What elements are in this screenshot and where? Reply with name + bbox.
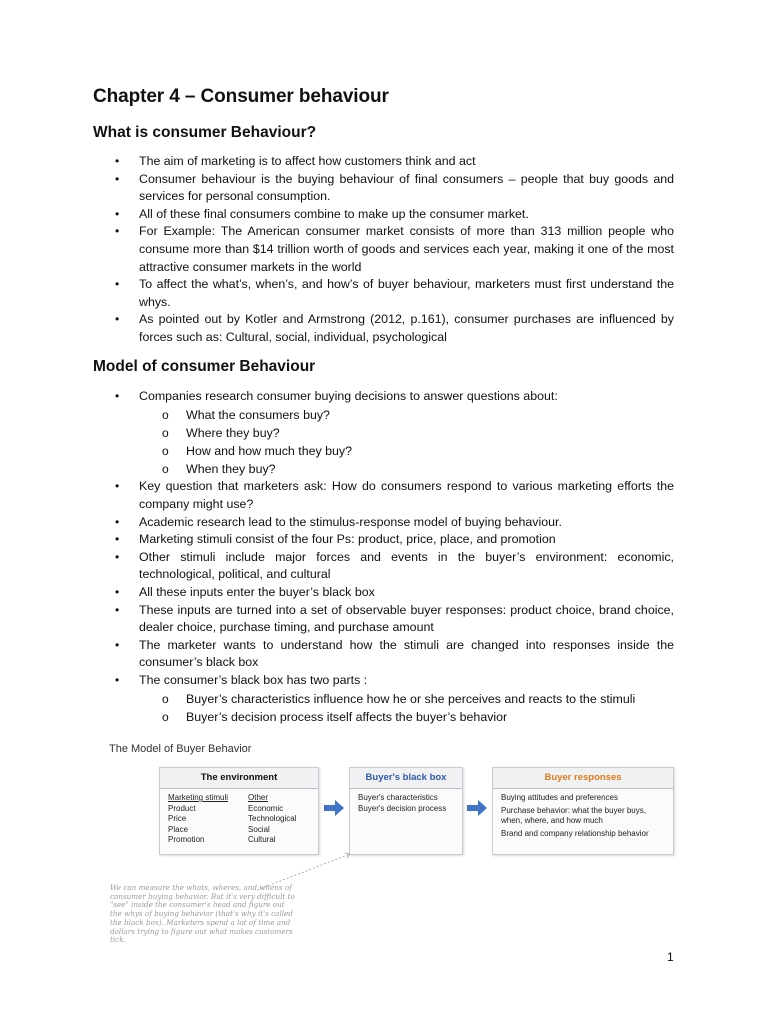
circle-bullet-icon: o — [162, 425, 169, 440]
sub-list-item: o Buyer’s characteristics influence how he or she perceives and reacts to the stimuli — [0, 690, 768, 708]
circle-bullet-icon: o — [162, 691, 169, 706]
other-stimulus: Cultural — [248, 835, 276, 844]
list-item: • To affect the what’s, when’s, and how’s of buyer behaviour, marketers must first understand the whys. — [115, 277, 674, 309]
circle-bullet-icon: o — [162, 444, 169, 458]
circle-bullet-icon: o — [162, 462, 169, 477]
bullet-icon: • — [115, 602, 120, 617]
sub-list-item: o When they buy? — [0, 460, 768, 478]
other-stimulus: Social — [248, 824, 270, 834]
chapter-title: Chapter 4 – Consumer behaviour — [93, 86, 389, 107]
list-item: • Other stimuli include major forces and events in the buyer’s environment: economic, technological, political, and cultural — [115, 549, 674, 582]
page-number: 1 — [667, 950, 674, 964]
marketing-stimuli-heading: Marketing stimuli — [168, 793, 229, 802]
buyer-response-item: Brand and company relationship behavior — [501, 828, 649, 838]
section-heading-model: Model of consumer Behaviour — [93, 358, 316, 375]
figure-title: The Model of Buyer Behavior — [109, 743, 252, 755]
black-box-item: Buyer's decision process — [358, 803, 447, 813]
bullet-icon: • — [115, 532, 120, 547]
bullet-icon: • — [115, 277, 120, 292]
bullet-icon: • — [115, 672, 120, 687]
black-box-item: Buyer's characteristics — [358, 793, 438, 802]
black-box-heading: Buyer's black box — [350, 768, 462, 789]
bullet-icon: • — [115, 584, 120, 599]
section-heading-what-is: What is consumer Behaviour? — [93, 124, 317, 141]
buyer-response-item: Purchase behavior: what the buyer buys, when, where, and how much — [501, 805, 646, 825]
section1-bullet-list — [0, 153, 768, 347]
environment-body — [160, 789, 318, 850]
marketing-stimulus: Place — [168, 824, 189, 834]
figure-caption: We can measure the whats, wheres, and whens of consumer buying behavior. But it's very difficult to "see" inside the consumer's head and figure out the whys of buying behavior (that's why it's called the black box). Marketers spend a lot of time and dollars trying to figure out what makes customers tick. — [110, 883, 295, 945]
list-item: • Marketing stimuli consist of the four Ps: product, price, place, and promotion — [0, 531, 674, 549]
bullet-icon: • — [115, 206, 120, 221]
other-stimuli-column — [248, 793, 310, 846]
section2-bullet-list — [0, 388, 768, 726]
marketing-stimulus: Promotion — [168, 835, 205, 844]
list-item: • The consumer’s black box has two parts : — [0, 672, 674, 690]
bullet-icon: • — [115, 637, 120, 652]
other-stimulus: Technological — [248, 814, 297, 823]
list-item: • The marketer wants to understand how the stimuli are changed into responses inside the consumer’s black box — [115, 637, 674, 670]
bullet-icon: • — [115, 479, 120, 494]
bullet-icon: • — [115, 154, 120, 168]
bullet-icon: • — [115, 549, 120, 564]
buyer-response-item: Buying attitudes and preferences — [501, 793, 618, 802]
other-stimuli-heading: Other — [248, 793, 269, 802]
list-item: • All these inputs enter the buyer’s black box — [0, 584, 674, 602]
arrow-right-icon — [467, 800, 487, 816]
sub-list-item: o What the consumers buy? — [0, 406, 768, 424]
buyer-responses-body — [493, 789, 673, 843]
black-box-body — [350, 789, 462, 818]
circle-bullet-icon: o — [162, 709, 169, 724]
list-item: • Companies research consumer buying decisions to answer questions about: — [0, 388, 674, 406]
circle-bullet-icon: o — [162, 407, 169, 422]
bullet-icon: • — [115, 312, 120, 327]
list-item: • Consumer behaviour is the buying behaviour of final consumers – people that buy goods and services for personal consumption. — [115, 171, 674, 204]
bullet-icon: • — [115, 514, 120, 529]
buyer-responses-panel — [492, 767, 674, 855]
bullet-icon: • — [115, 171, 120, 186]
marketing-stimulus: Product — [168, 803, 196, 813]
black-box-panel — [349, 767, 463, 855]
list-item: • Key question that marketers ask: How do consumers respond to various marketing efforts the company might use? — [115, 479, 674, 511]
arrow-right-icon — [324, 800, 344, 816]
list-item: • As pointed out by Kotler and Armstrong (2012, p.161), consumer purchases are influenced by forces such as: Cultural, social, individual, psychological — [115, 312, 674, 344]
list-item: • Academic research lead to the stimulus-response model of buying behaviour. — [0, 514, 674, 532]
sub-list-item: o How and how much they buy? — [0, 442, 768, 460]
other-stimulus: Economic — [248, 803, 284, 813]
sub-list-item: o Where they buy? — [0, 424, 768, 442]
environment-panel — [159, 767, 319, 855]
list-item: • All of these final consumers combine to make up the consumer market. — [0, 206, 674, 224]
bullet-icon: • — [115, 389, 120, 403]
list-item: • The aim of marketing is to affect how customers think and act — [0, 153, 674, 171]
marketing-stimuli-column — [168, 793, 248, 846]
buyer-responses-heading: Buyer responses — [493, 768, 673, 789]
marketing-stimulus: Price — [168, 814, 187, 823]
environment-heading: The environment — [160, 768, 318, 789]
list-item: • For Example: The American consumer market consists of more than 313 million people who consume more than $14 trillion worth of goods and services each year, making it one of the most attractive consumer markets in the world — [115, 224, 674, 274]
list-item: • These inputs are turned into a set of observable buyer responses: product choice, brand choice, dealer choice, purchase timing, and purchase amount — [115, 602, 674, 635]
bullet-icon: • — [115, 224, 120, 239]
sub-list-item: o Buyer’s decision process itself affects the buyer’s behavior — [0, 708, 768, 726]
